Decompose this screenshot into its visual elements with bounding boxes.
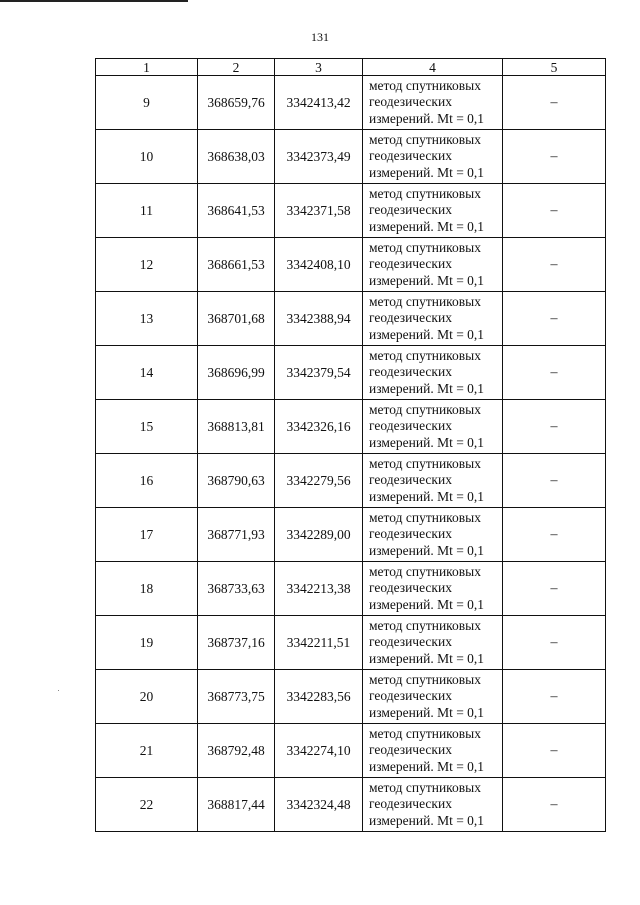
method-line: измерений. Mt = 0,1 bbox=[369, 326, 485, 342]
point-number-cell: 14 bbox=[96, 346, 198, 400]
method-line: измерений. Mt = 0,1 bbox=[369, 812, 485, 828]
method-line: метод спутниковых bbox=[369, 77, 481, 93]
method-cell bbox=[363, 76, 503, 130]
description-cell: – bbox=[503, 724, 606, 778]
table-row bbox=[96, 778, 606, 832]
method-cell bbox=[363, 184, 503, 238]
table-row bbox=[96, 724, 606, 778]
coordinates-table bbox=[95, 58, 606, 832]
table-header-row bbox=[96, 59, 606, 76]
header-col-2: 2 bbox=[198, 59, 275, 76]
point-number-cell: 9 bbox=[96, 76, 198, 130]
coord-x-cell: 368661,53 bbox=[198, 238, 275, 292]
method-line: метод спутниковых bbox=[369, 617, 481, 633]
method-line: метод спутниковых bbox=[369, 293, 481, 309]
table-body bbox=[96, 76, 606, 832]
coord-y-cell: 3342213,38 bbox=[275, 562, 363, 616]
coord-y-cell: 3342388,94 bbox=[275, 292, 363, 346]
point-number-cell: 18 bbox=[96, 562, 198, 616]
method-cell bbox=[363, 454, 503, 508]
method-line: измерений. Mt = 0,1 bbox=[369, 110, 485, 126]
coord-y-cell: 3342279,56 bbox=[275, 454, 363, 508]
method-line: измерений. Mt = 0,1 bbox=[369, 542, 485, 558]
coord-y-cell: 3342408,10 bbox=[275, 238, 363, 292]
scan-corner-line bbox=[0, 0, 188, 2]
method-line: геодезических bbox=[369, 364, 452, 380]
point-number-cell: 15 bbox=[96, 400, 198, 454]
coord-x-cell: 368641,53 bbox=[198, 184, 275, 238]
method-cell bbox=[363, 616, 503, 670]
method-cell bbox=[363, 346, 503, 400]
coord-y-cell: 3342211,51 bbox=[275, 616, 363, 670]
coord-x-cell: 368733,63 bbox=[198, 562, 275, 616]
point-number-cell: 16 bbox=[96, 454, 198, 508]
method-line: геодезических bbox=[369, 472, 452, 488]
coord-x-cell: 368790,63 bbox=[198, 454, 275, 508]
coord-x-cell: 368792,48 bbox=[198, 724, 275, 778]
method-line: метод спутниковых bbox=[369, 779, 481, 795]
description-cell: – bbox=[503, 454, 606, 508]
point-number-cell: 20 bbox=[96, 670, 198, 724]
method-line: измерений. Mt = 0,1 bbox=[369, 164, 485, 180]
table-row bbox=[96, 346, 606, 400]
coord-y-cell: 3342274,10 bbox=[275, 724, 363, 778]
method-line: метод спутниковых bbox=[369, 185, 481, 201]
header-col-4: 4 bbox=[363, 59, 503, 76]
point-number-cell: 10 bbox=[96, 130, 198, 184]
method-line: измерений. Mt = 0,1 bbox=[369, 218, 485, 234]
method-line: геодезических bbox=[369, 94, 452, 110]
method-line: геодезических bbox=[369, 634, 452, 650]
method-line: измерений. Mt = 0,1 bbox=[369, 380, 485, 396]
coord-y-cell: 3342326,16 bbox=[275, 400, 363, 454]
method-cell bbox=[363, 562, 503, 616]
table-row bbox=[96, 400, 606, 454]
method-cell bbox=[363, 724, 503, 778]
point-number-cell: 13 bbox=[96, 292, 198, 346]
table-row bbox=[96, 184, 606, 238]
method-line: метод спутниковых bbox=[369, 671, 481, 687]
coord-x-cell: 368773,75 bbox=[198, 670, 275, 724]
description-cell: – bbox=[503, 616, 606, 670]
method-line: измерений. Mt = 0,1 bbox=[369, 596, 485, 612]
method-line: измерений. Mt = 0,1 bbox=[369, 650, 485, 666]
point-number-cell: 12 bbox=[96, 238, 198, 292]
method-line: измерений. Mt = 0,1 bbox=[369, 488, 485, 504]
method-cell bbox=[363, 292, 503, 346]
coord-x-cell: 368771,93 bbox=[198, 508, 275, 562]
method-line: метод спутниковых bbox=[369, 131, 481, 147]
header-col-3: 3 bbox=[275, 59, 363, 76]
description-cell: – bbox=[503, 130, 606, 184]
method-line: измерений. Mt = 0,1 bbox=[369, 434, 485, 450]
description-cell: – bbox=[503, 562, 606, 616]
method-line: геодезических bbox=[369, 202, 452, 218]
method-line: измерений. Mt = 0,1 bbox=[369, 704, 485, 720]
coord-x-cell: 368813,81 bbox=[198, 400, 275, 454]
method-line: геодезических bbox=[369, 742, 452, 758]
method-line: геодезических bbox=[369, 796, 452, 812]
coord-x-cell: 368638,03 bbox=[198, 130, 275, 184]
description-cell: – bbox=[503, 670, 606, 724]
method-line: геодезических bbox=[369, 310, 452, 326]
method-line: геодезических bbox=[369, 418, 452, 434]
method-line: геодезических bbox=[369, 688, 452, 704]
description-cell: – bbox=[503, 292, 606, 346]
method-line: метод спутниковых bbox=[369, 347, 481, 363]
method-line: метод спутниковых bbox=[369, 239, 481, 255]
method-line: измерений. Mt = 0,1 bbox=[369, 758, 485, 774]
description-cell: – bbox=[503, 184, 606, 238]
table-row bbox=[96, 508, 606, 562]
coord-y-cell: 3342289,00 bbox=[275, 508, 363, 562]
coord-y-cell: 3342379,54 bbox=[275, 346, 363, 400]
method-line: геодезических bbox=[369, 256, 452, 272]
point-number-cell: 19 bbox=[96, 616, 198, 670]
method-line: геодезических bbox=[369, 148, 452, 164]
method-cell bbox=[363, 778, 503, 832]
point-number-cell: 17 bbox=[96, 508, 198, 562]
table-row bbox=[96, 76, 606, 130]
coord-y-cell: 3342413,42 bbox=[275, 76, 363, 130]
coord-x-cell: 368737,16 bbox=[198, 616, 275, 670]
description-cell: – bbox=[503, 778, 606, 832]
table-row bbox=[96, 562, 606, 616]
header-col-5: 5 bbox=[503, 59, 606, 76]
method-line: метод спутниковых bbox=[369, 401, 481, 417]
table-row bbox=[96, 238, 606, 292]
coord-x-cell: 368701,68 bbox=[198, 292, 275, 346]
description-cell: – bbox=[503, 346, 606, 400]
method-line: метод спутниковых bbox=[369, 455, 481, 471]
description-cell: – bbox=[503, 508, 606, 562]
page-number: 131 bbox=[311, 30, 329, 44]
coord-x-cell: 368696,99 bbox=[198, 346, 275, 400]
description-cell: – bbox=[503, 76, 606, 130]
table-row bbox=[96, 670, 606, 724]
method-line: геодезических bbox=[369, 526, 452, 542]
margin-speck bbox=[58, 690, 59, 691]
coord-y-cell: 3342283,56 bbox=[275, 670, 363, 724]
header-col-1: 1 bbox=[96, 59, 198, 76]
method-line: геодезических bbox=[369, 580, 452, 596]
description-cell: – bbox=[503, 400, 606, 454]
table-row bbox=[96, 292, 606, 346]
table-row bbox=[96, 130, 606, 184]
coord-x-cell: 368817,44 bbox=[198, 778, 275, 832]
method-line: метод спутниковых bbox=[369, 509, 481, 525]
method-cell bbox=[363, 400, 503, 454]
point-number-cell: 21 bbox=[96, 724, 198, 778]
table-row bbox=[96, 454, 606, 508]
method-cell bbox=[363, 670, 503, 724]
method-cell bbox=[363, 238, 503, 292]
method-line: метод спутниковых bbox=[369, 563, 481, 579]
coord-x-cell: 368659,76 bbox=[198, 76, 275, 130]
description-cell: – bbox=[503, 238, 606, 292]
coord-y-cell: 3342371,58 bbox=[275, 184, 363, 238]
method-line: метод спутниковых bbox=[369, 725, 481, 741]
point-number-cell: 11 bbox=[96, 184, 198, 238]
point-number-cell: 22 bbox=[96, 778, 198, 832]
table-row bbox=[96, 616, 606, 670]
method-line: измерений. Mt = 0,1 bbox=[369, 272, 485, 288]
method-cell bbox=[363, 130, 503, 184]
method-cell bbox=[363, 508, 503, 562]
coord-y-cell: 3342324,48 bbox=[275, 778, 363, 832]
coord-y-cell: 3342373,49 bbox=[275, 130, 363, 184]
